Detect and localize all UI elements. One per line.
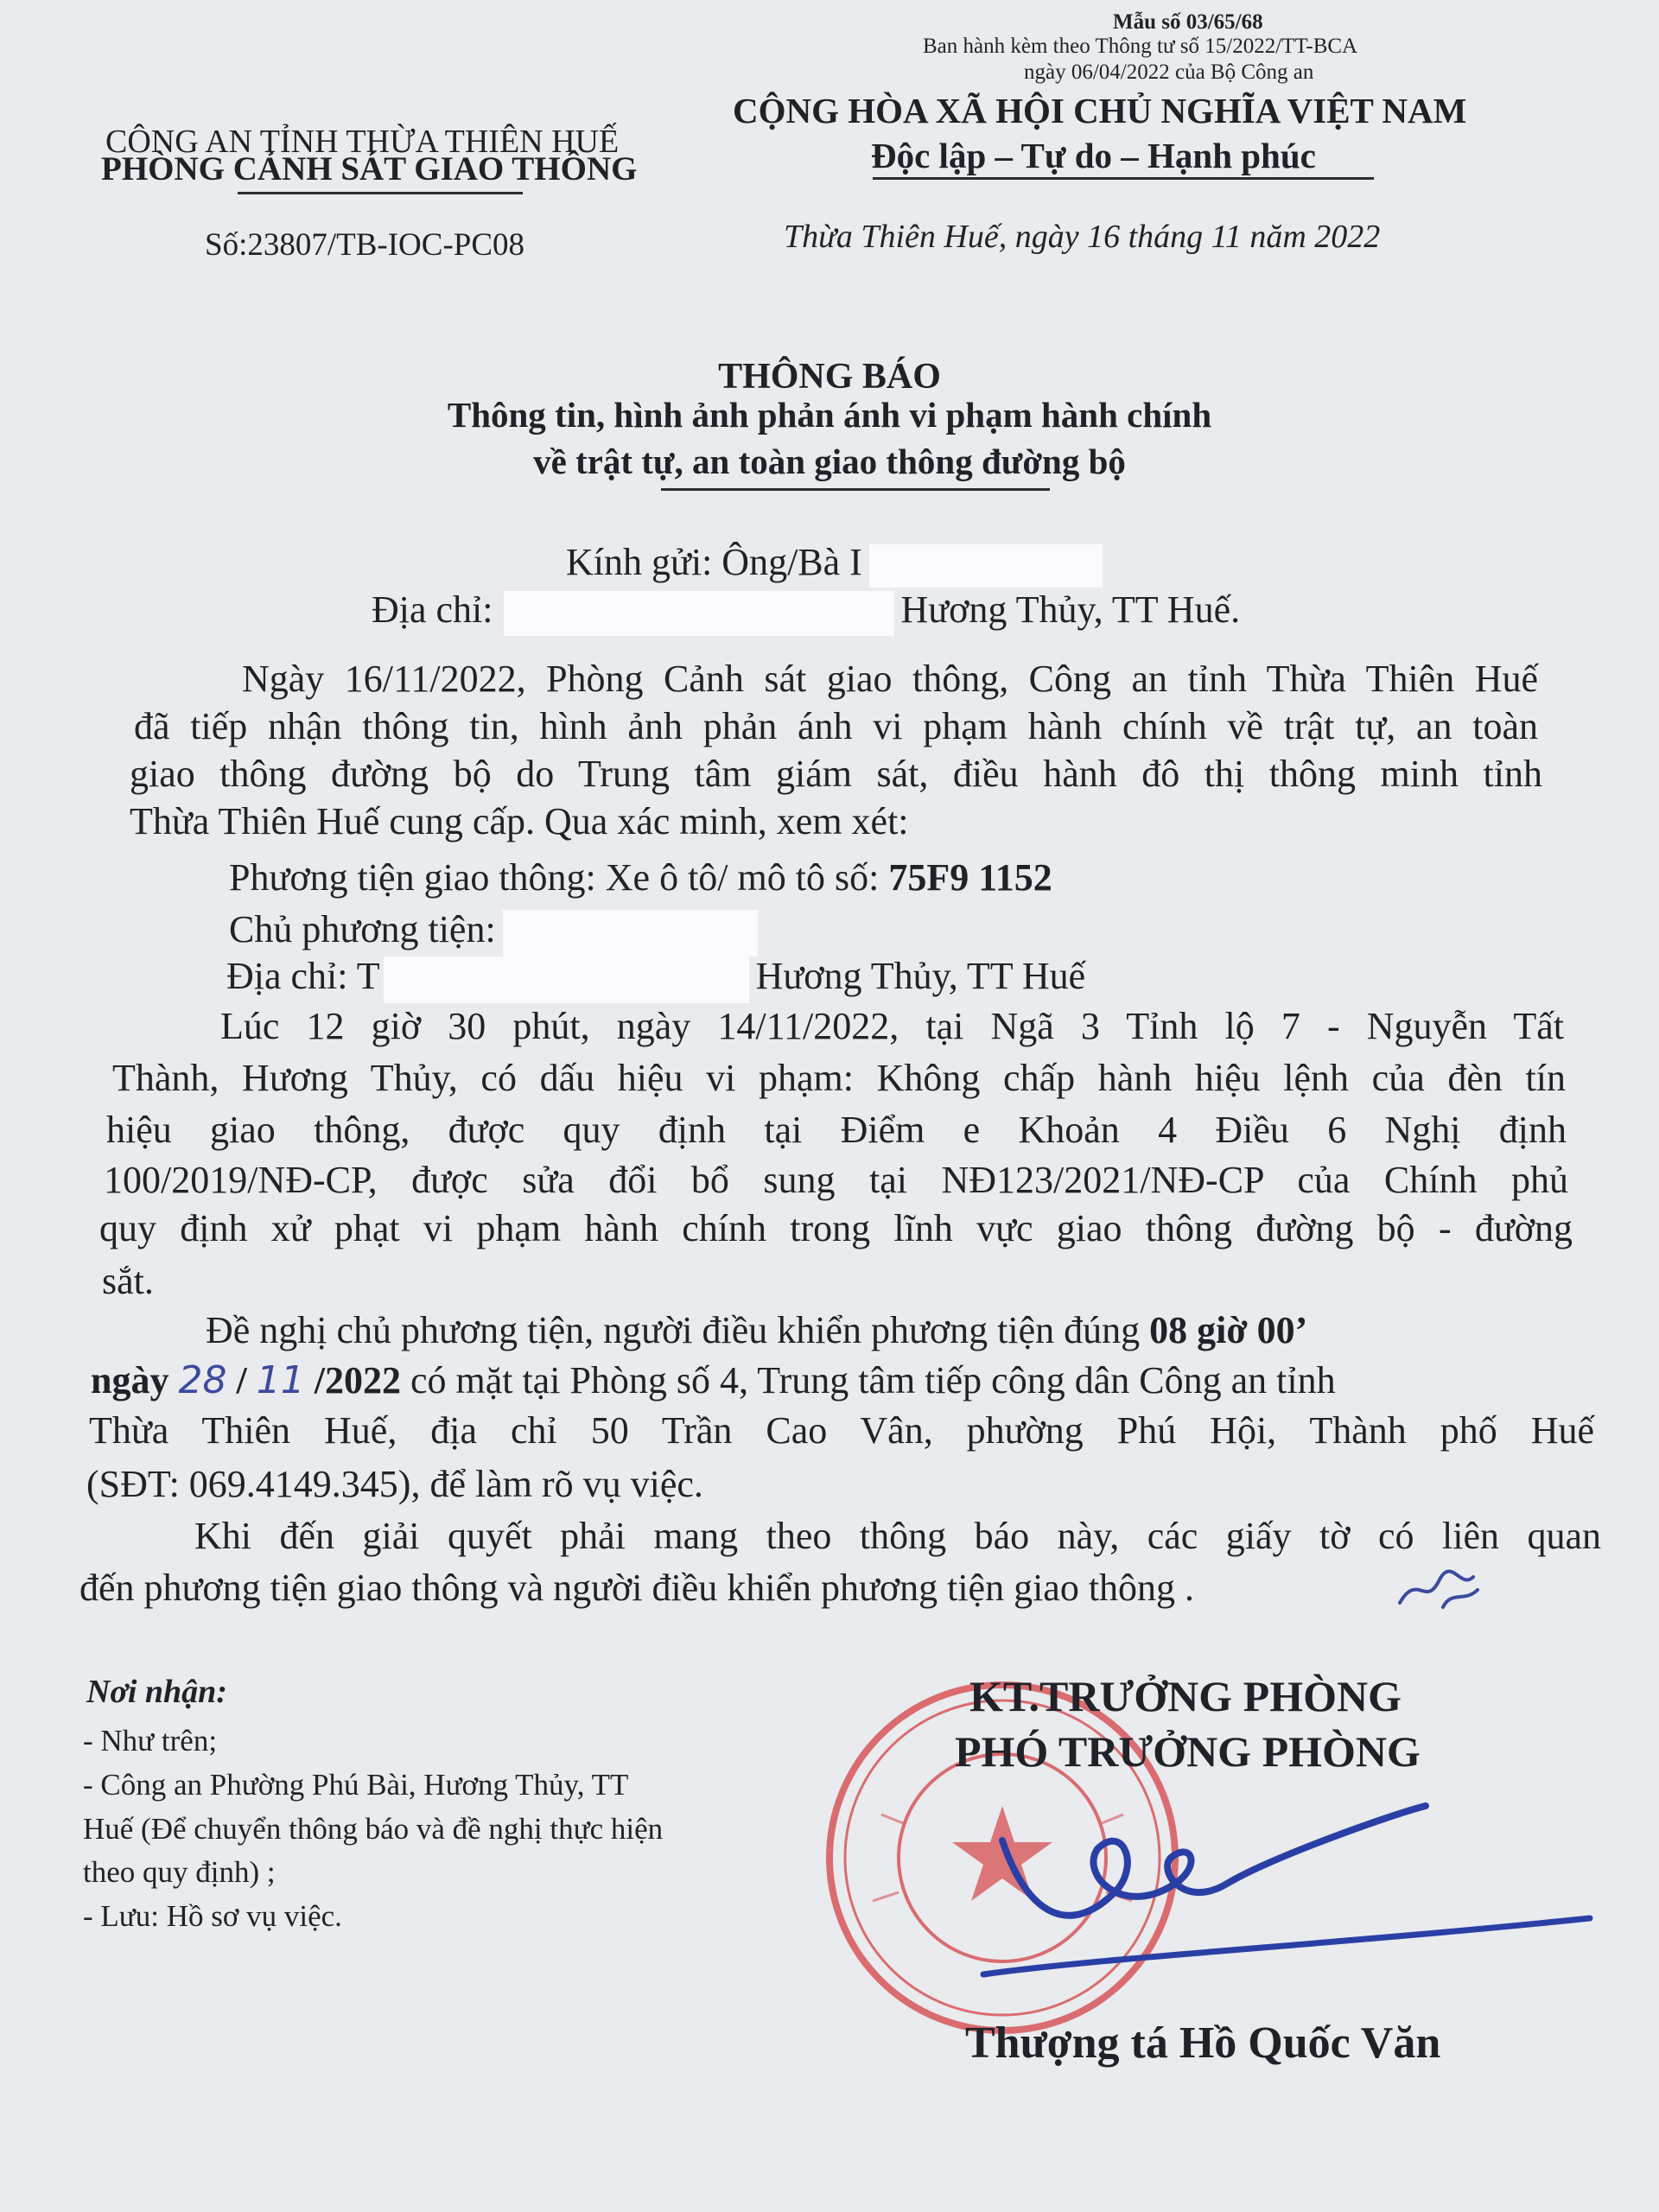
recipient-salutation	[566, 540, 1103, 588]
p4-line-2: đến phương tiện giao thông và người điều khiển phương tiện giao thông .	[79, 1567, 1195, 1609]
p1-line-2: đã tiếp nhận thông tin, hình ảnh phản ánh vi phạm hành chính về trật tự, an toàn	[134, 705, 1538, 747]
redacted-name	[869, 544, 1103, 588]
vehicle-label: Phương tiện giao thông: Xe ô tô/ mô tô số:	[229, 856, 880, 899]
recipients-item-3: Huế (Để chuyển thông báo và đề nghị thực hiện	[83, 1812, 664, 1846]
agency-parent: CÔNG AN TỈNH THỪA THIÊN HUẾ	[105, 124, 620, 160]
p3-line-3: Thừa Thiên Huế, địa chỉ 50 Trần Cao Vân, phường Phú Hội, Thành phố Huế	[89, 1409, 1594, 1452]
appointment-day-label: ngày	[91, 1359, 169, 1402]
redacted-owner-address	[384, 957, 749, 1003]
p2-line-5: quy định xử phạt vi phạm hành chính trong lĩnh vực giao thông đường bộ - đường	[99, 1207, 1573, 1249]
owner-line	[229, 907, 758, 957]
p2-line-6: sắt.	[102, 1260, 154, 1302]
agency-name: PHÒNG CẢNH SÁT GIAO THÔNG	[101, 150, 638, 188]
redacted-owner	[503, 910, 758, 957]
p3-line-4: (SĐT: 069.4149.345), để làm rõ vụ việc.	[86, 1463, 703, 1505]
p2-line-3: hiệu giao thông, được quy định tại Điểm e Khoản 4 Điều 6 Nghị định	[106, 1109, 1567, 1151]
vehicle-plate: 75F9 1152	[888, 856, 1052, 899]
owner-address-line	[226, 954, 1085, 1003]
p2-line-1: Lúc 12 giờ 30 phút, ngày 14/11/2022, tại Ngã 3 Tỉnh lộ 7 - Nguyễn Tất	[220, 1005, 1564, 1047]
recipients-item-4: theo quy định) ;	[83, 1855, 276, 1889]
p3-line-1-text: Đề nghị chủ phương tiện, người điều khiển phương tiện đúng	[206, 1309, 1141, 1351]
p4-line-1: Khi đến giải quyết phải mang theo thông báo này, các giấy tờ có liên quan	[194, 1515, 1601, 1557]
recipients-item-1: - Như trên;	[83, 1724, 218, 1758]
recipients-heading: Nơi nhận:	[86, 1674, 227, 1710]
recipients-item-5: - Lưu: Hồ sơ vụ việc.	[83, 1899, 342, 1933]
owner-address-tail: Hương Thủy, TT Huế	[755, 955, 1086, 997]
owner-label: Chủ phương tiện:	[229, 908, 496, 950]
national-motto: Độc lập – Tự do – Hạnh phúc	[871, 136, 1316, 175]
vehicle-line	[229, 855, 1052, 899]
redacted-address	[504, 591, 894, 636]
recipient-address	[372, 588, 1240, 636]
notice-title: THÔNG BÁO	[718, 357, 941, 397]
appointment-year: /2022	[314, 1359, 401, 1402]
signature-title-2: PHÓ TRƯỞNG PHÒNG	[955, 1727, 1421, 1776]
address-label: Địa chỉ:	[372, 588, 493, 631]
p3-line-2	[91, 1358, 1336, 1402]
signer-name: Thượng tá Hồ Quốc Văn	[965, 2018, 1441, 2068]
p1-line-3: giao thông đường bộ do Trung tâm giám sát, điều hành đô thị thông minh tỉnh	[130, 753, 1542, 795]
p1-line-4: Thừa Thiên Huế cung cấp. Qua xác minh, xem xét:	[130, 800, 909, 842]
handwritten-signature	[976, 1789, 1599, 1987]
recipients-item-2: - Công an Phường Phú Bài, Hương Thủy, TT	[83, 1768, 629, 1802]
form-issued-with: Ban hành kèm theo Thông tư số 15/2022/TT-BCA	[923, 35, 1358, 58]
handwritten-month: 11	[256, 1358, 305, 1402]
p2-line-2: Thành, Hương Thủy, có dấu hiệu vi phạm: Không chấp hành hiệu lệnh của đèn tín	[112, 1057, 1566, 1099]
form-number: Mẫu số 03/65/68	[1113, 10, 1263, 34]
initials-scribble	[1391, 1555, 1486, 1624]
motto-underline	[873, 177, 1374, 180]
agency-underline	[238, 192, 523, 194]
salutation-text: Kính gửi: Ông/Bà I	[566, 541, 862, 583]
address-tail: Hương Thủy, TT Huế.	[900, 588, 1241, 631]
title-underline	[661, 488, 1050, 491]
handwritten-day: 28	[178, 1358, 227, 1402]
country-name: CỘNG HÒA XÃ HỘI CHỦ NGHĨA VIỆT NAM	[733, 91, 1467, 130]
place-date: Thừa Thiên Huế, ngày 16 tháng 11 năm 2022	[784, 219, 1381, 255]
appointment-time: 08 giờ 00’	[1149, 1309, 1308, 1351]
date-separator: /	[236, 1359, 247, 1402]
signature-title-1: KT.TRƯỞNG PHÒNG	[969, 1672, 1402, 1720]
p3-line-2-rest: có mặt tại Phòng số 4, Trung tâm tiếp công dân Công an tỉnh	[410, 1359, 1336, 1402]
doc-number: Số:23807/TB-IOC-PC08	[205, 227, 525, 263]
form-issued-date: ngày 06/04/2022 của Bộ Công an	[1024, 60, 1314, 84]
notice-subtitle-2: về trật tự, an toàn giao thông đường bộ	[533, 442, 1126, 481]
owner-address-label: Địa chỉ: T	[226, 955, 380, 997]
p2-line-4: 100/2019/NĐ-CP, được sửa đổi bổ sung tại NĐ123/2021/NĐ-CP của Chính phủ	[104, 1159, 1568, 1201]
p1-line-1: Ngày 16/11/2022, Phòng Cảnh sát giao thông, Công an tỉnh Thừa Thiên Huế	[242, 658, 1538, 700]
p3-line-1	[206, 1308, 1307, 1352]
notice-subtitle-1: Thông tin, hình ảnh phản ánh vi phạm hành chính	[447, 395, 1212, 435]
